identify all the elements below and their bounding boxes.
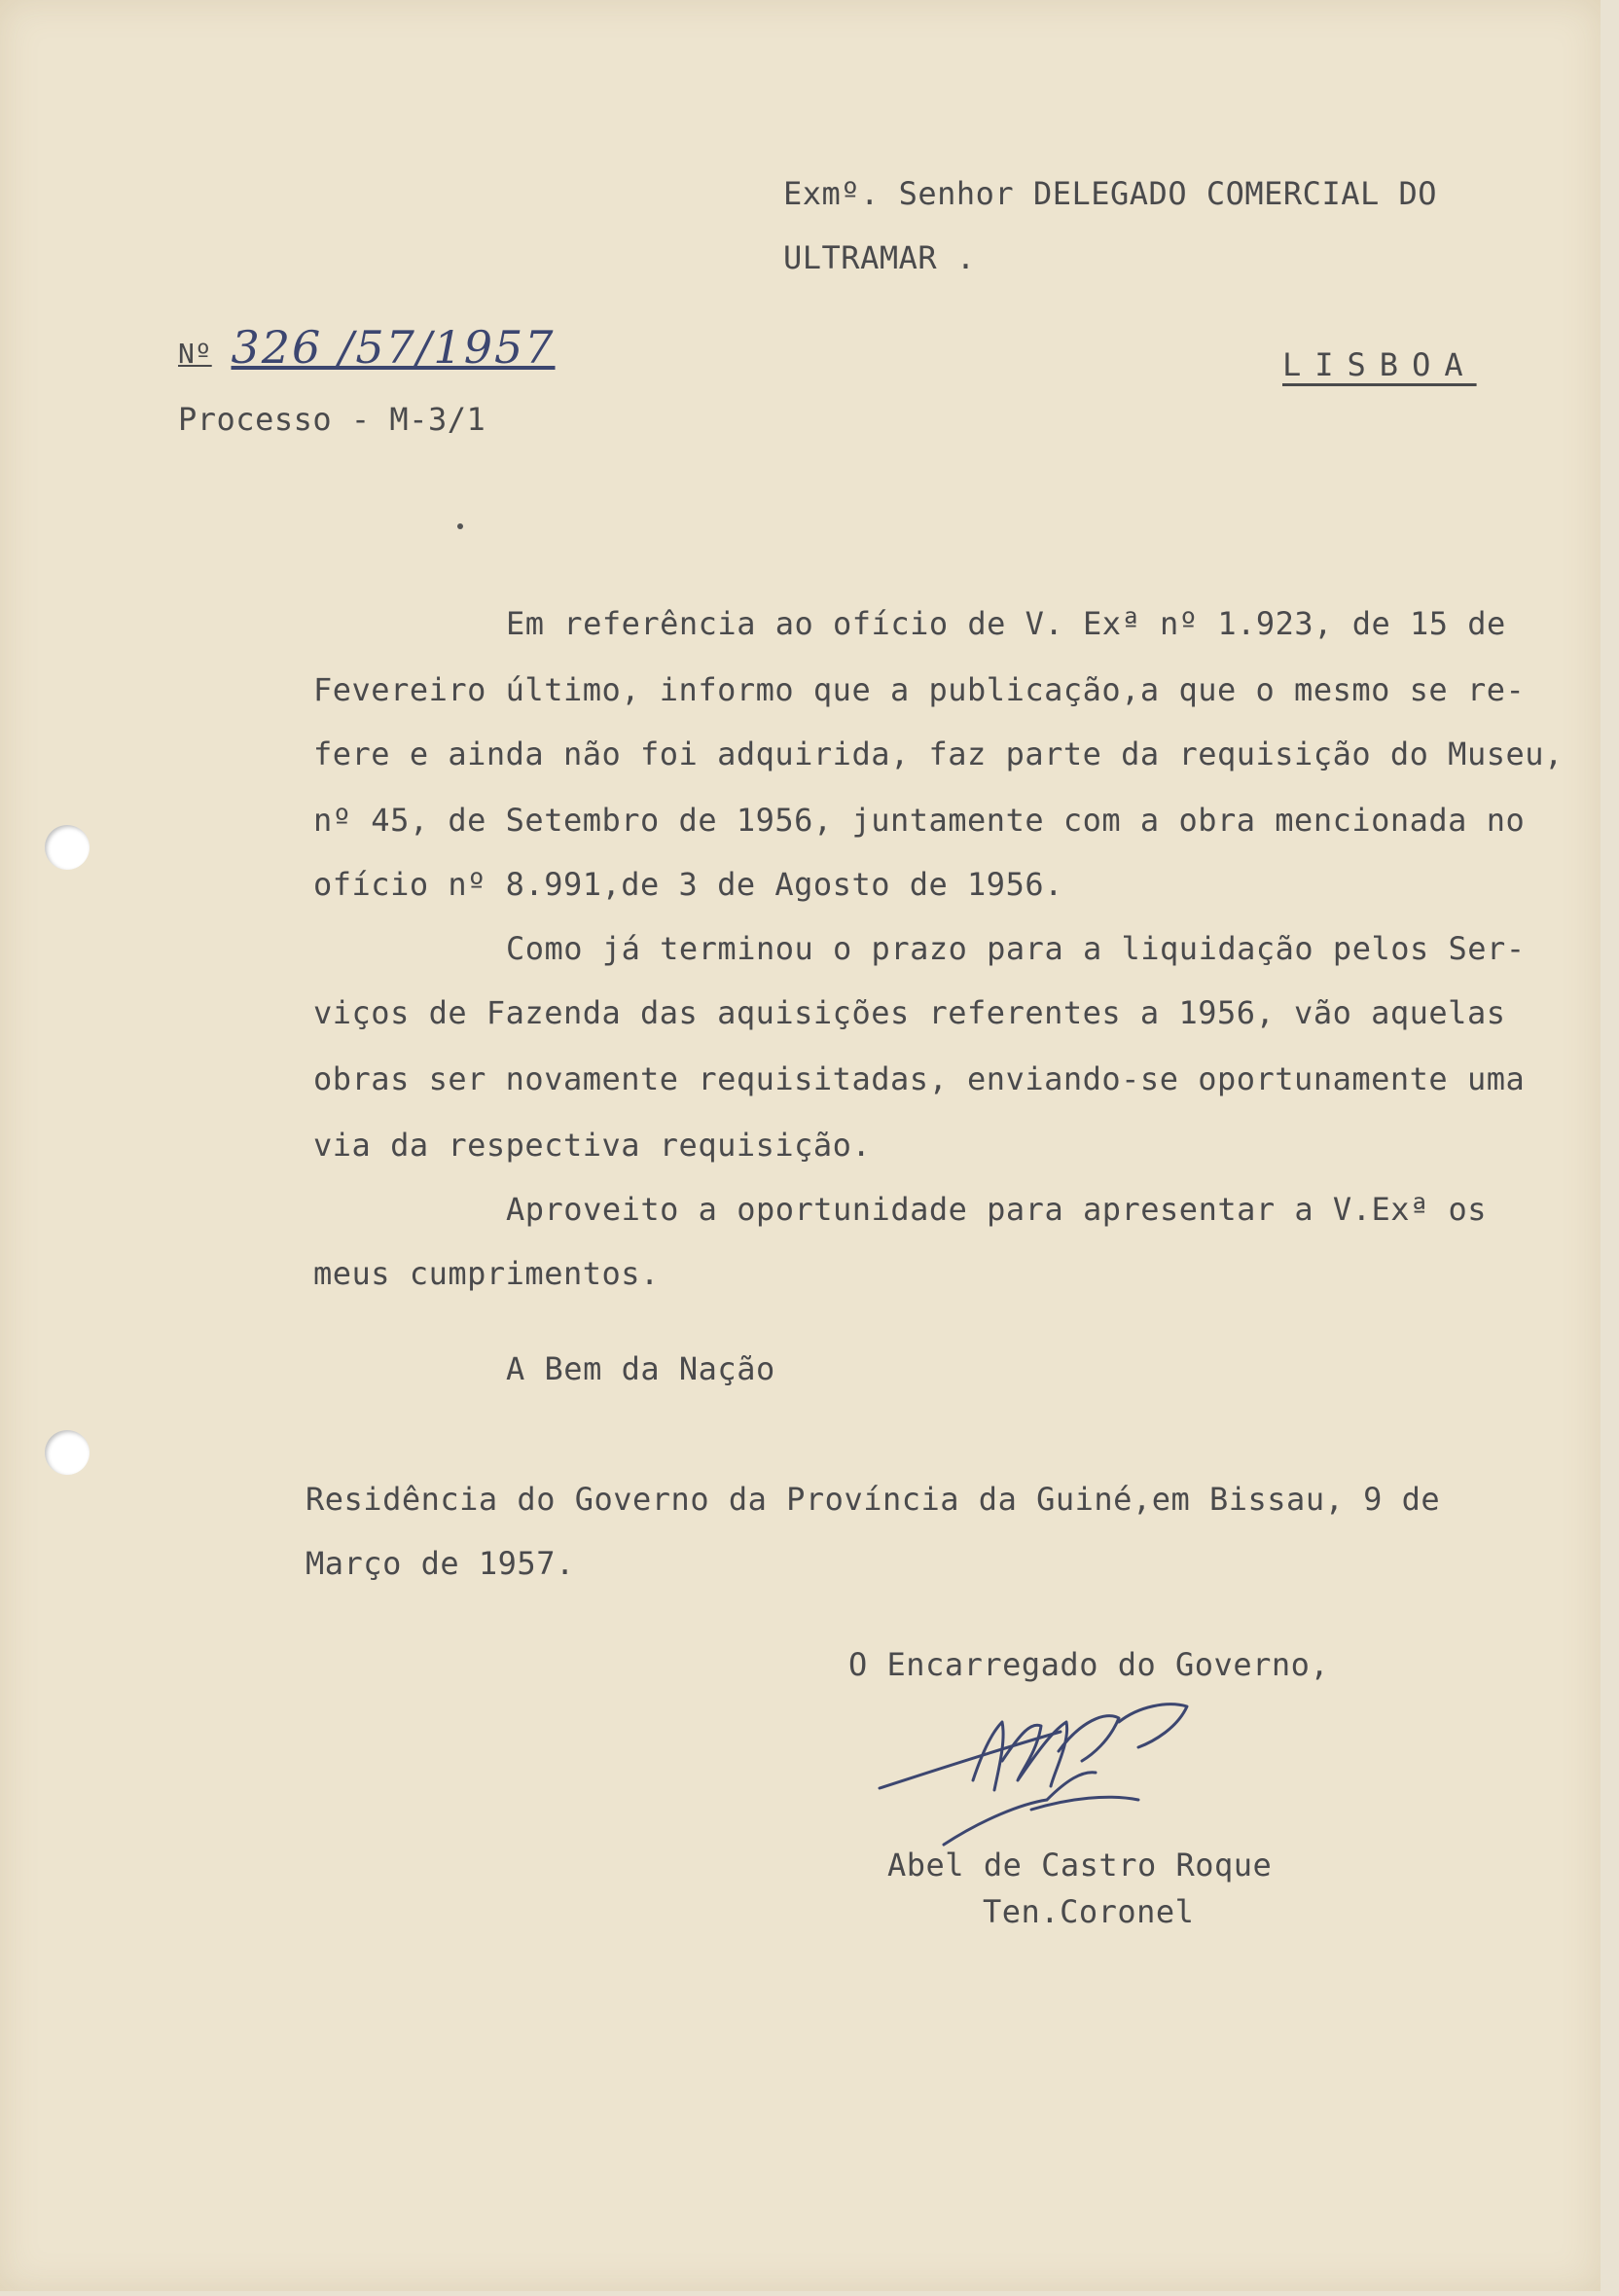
signature-intro: O Encarregado do Governo, <box>848 1646 1330 1683</box>
signatory-name: Abel de Castro Roque <box>887 1847 1273 1883</box>
paragraph-2-line-4: via da respectiva requisição. <box>313 1127 872 1164</box>
handwritten-signature <box>876 1693 1226 1848</box>
signatory-rank: Ten.Coronel <box>983 1893 1195 1930</box>
paragraph-1-line-2: Fevereiro último, informo que a publicação,a que o mesmo se re- <box>313 671 1526 708</box>
place-date-line-1: Residência do Governo da Província da Guiné,em Bissau, 9 de <box>306 1481 1441 1518</box>
reference-label: Nº <box>178 338 212 370</box>
paragraph-2-line-3: obras ser novamente requisitadas, enviando-se oportunamente uma <box>313 1060 1526 1097</box>
reference-number <box>178 321 556 374</box>
paragraph-1-line-1: Em referência ao ofício de V. Exª nº 1.923, de 15 de <box>506 605 1506 642</box>
paragraph-1-line-5: ofício nº 8.991,de 3 de Agosto de 1956. <box>313 866 1063 903</box>
paragraph-3-line-2: meus cumprimentos. <box>313 1255 660 1292</box>
paragraph-1-line-3: fere e ainda não foi adquirida, faz parte da requisição do Museu, <box>313 735 1564 772</box>
addressee-line-1: Exmº. Senhor DELEGADO COMERCIAL DO <box>783 175 1438 212</box>
paragraph-2-line-1: Como já terminou o prazo para a liquidação pelos Ser- <box>506 930 1526 967</box>
punch-hole-upper <box>45 825 90 870</box>
closing-salutation: A Bem da Nação <box>506 1350 775 1387</box>
processo-reference: Processo - M-3/1 <box>178 401 486 438</box>
stray-mark <box>457 523 463 529</box>
paragraph-1-line-4: nº 45, de Setembro de 1956, juntamente com a obra mencionada no <box>313 802 1526 839</box>
paragraph-2-line-2: viços de Fazenda das aquisições referentes a 1956, vão aquelas <box>313 994 1506 1031</box>
reference-handwritten-number: 326 /57/1957 <box>231 321 556 374</box>
city-name: LISBOA <box>1282 346 1477 383</box>
paragraph-3-line-1: Aproveito a oportunidade para apresentar a V.Exª os <box>506 1191 1488 1228</box>
place-date-line-2: Março de 1957. <box>306 1545 575 1582</box>
punch-hole-lower <box>45 1430 90 1475</box>
addressee-line-2: ULTRAMAR . <box>783 239 976 276</box>
